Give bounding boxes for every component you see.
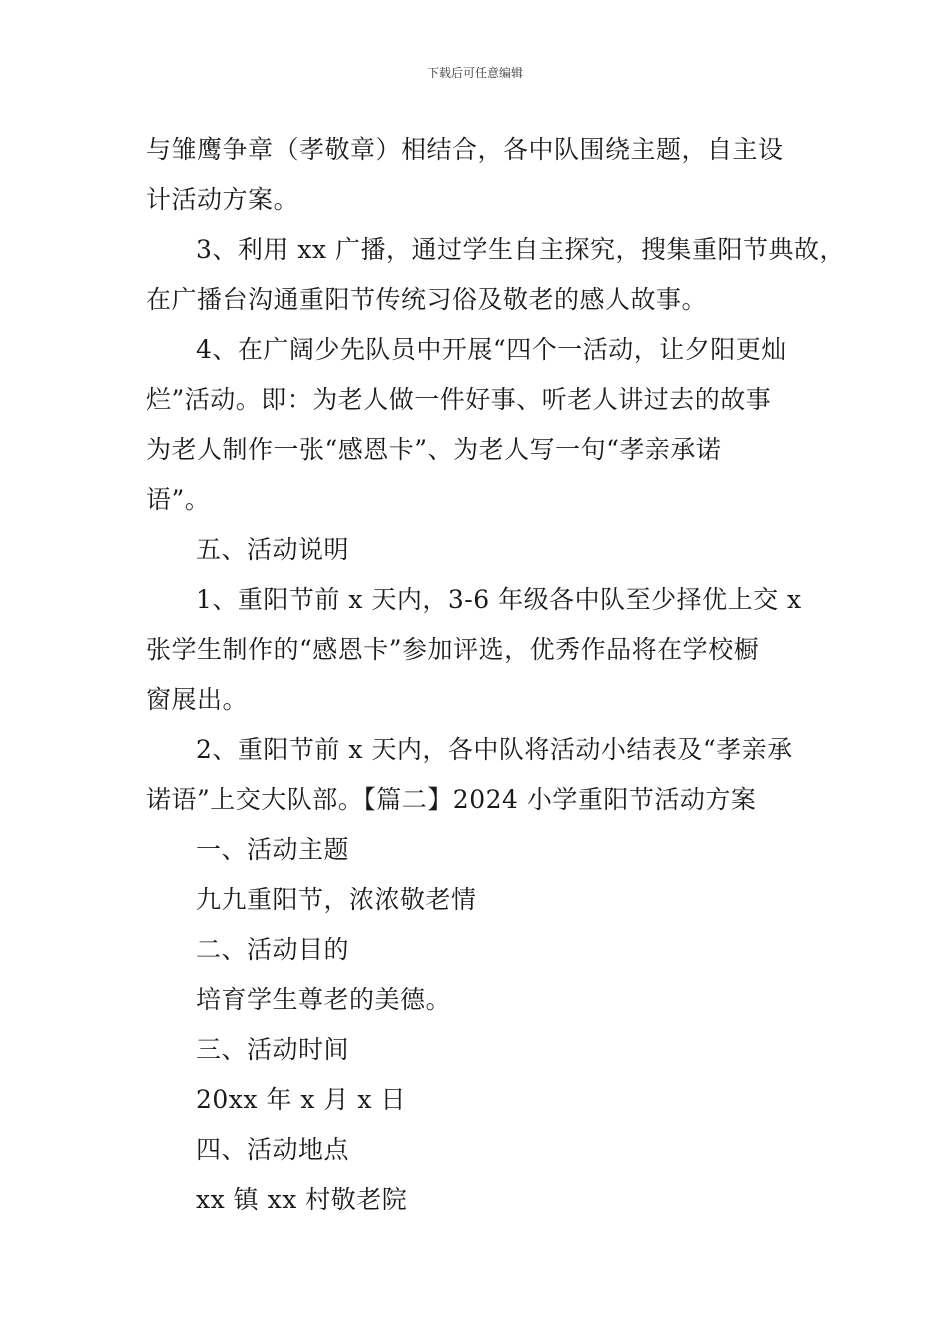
text-line: 1、重阳节前 x 天内，3-6 年级各中队至少择优上交 x <box>196 585 802 614</box>
page-header: 下载后可任意编辑 <box>426 66 523 80</box>
text-line: 九九重阳节，浓浓敬老情 <box>196 885 477 914</box>
text-line: 诺语”上交大队部。【篇二】2024 小学重阳节活动方案 <box>146 785 757 814</box>
text-line: 烂”活动。即：为老人做一件好事、听老人讲过去的故事 <box>146 385 772 414</box>
text-line: 2、重阳节前 x 天内，各中队将活动小结表及“孝亲承 <box>196 735 793 764</box>
text-line: 语”。 <box>146 485 211 514</box>
text-line: 计活动方案。 <box>146 185 300 214</box>
text-line: 培育学生尊老的美德。 <box>196 985 452 1014</box>
text-line: 为老人制作一张“感恩卡”、为老人写一句“孝亲承诺 <box>146 435 722 464</box>
section-heading: 三、活动时间 <box>196 1035 350 1064</box>
text-line: xx 镇 xx 村敬老院 <box>196 1185 408 1214</box>
section-heading: 四、活动地点 <box>196 1135 350 1164</box>
text-line: 窗展出。 <box>146 685 249 714</box>
text-line: 与雏鹰争章（孝敬章）相结合，各中队围绕主题，自主设 <box>146 135 784 164</box>
section-heading: 五、活动说明 <box>196 535 350 564</box>
text-line: 在广播台沟通重阳节传统习俗及敬老的感人故事。 <box>146 285 708 314</box>
section-heading: 一、活动主题 <box>196 835 350 864</box>
section-heading: 二、活动目的 <box>196 935 350 964</box>
text-line: 张学生制作的“感恩卡”参加评选，优秀作品将在学校橱 <box>146 635 760 664</box>
text-line: 3、利用 xx 广播，通过学生自主探究，搜集重阳节典故， <box>196 235 845 264</box>
document-body <box>146 125 845 1225</box>
text-line: 20xx 年 x 月 x 日 <box>196 1085 406 1114</box>
text-line: 4、在广阔少先队员中开展“四个一活动，让夕阳更灿 <box>196 335 787 364</box>
